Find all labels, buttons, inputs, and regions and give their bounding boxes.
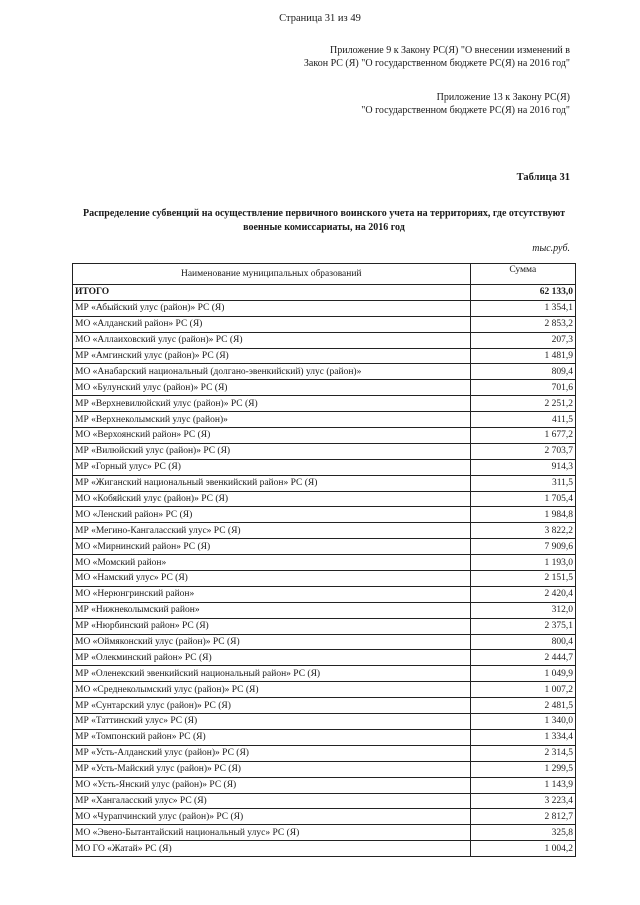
table-row xyxy=(73,523,576,539)
table-row xyxy=(73,682,576,698)
table-row xyxy=(73,380,576,396)
table-row xyxy=(73,586,576,602)
municipality-name: МР «Верхнеколымский улус (район)» xyxy=(73,412,471,428)
total-value: 62 133,0 xyxy=(470,285,575,301)
table-header-row xyxy=(73,264,576,285)
subsidy-amount: 2 375,1 xyxy=(470,618,575,634)
table-row xyxy=(73,841,576,857)
subsidy-amount: 2 703,7 xyxy=(470,443,575,459)
subsidy-amount: 914,3 xyxy=(470,459,575,475)
table-row xyxy=(73,412,576,428)
table-row xyxy=(73,666,576,682)
subsidy-amount: 1 143,9 xyxy=(470,777,575,793)
subsidy-amount: 2 812,7 xyxy=(470,809,575,825)
subsidy-amount: 2 151,5 xyxy=(470,571,575,587)
table-row xyxy=(73,825,576,841)
subsidy-amount: 1 354,1 xyxy=(470,300,575,316)
table-row xyxy=(73,539,576,555)
subsidy-amount: 311,5 xyxy=(470,475,575,491)
table-row xyxy=(73,475,576,491)
municipality-name: МР «Усть-Алданский улус (район)» РС (Я) xyxy=(73,745,471,761)
table-row xyxy=(73,300,576,316)
table-row xyxy=(73,698,576,714)
municipality-name: МО «Верхоянский район» РС (Я) xyxy=(73,428,471,444)
municipality-name: МР «Сунтарский улус (район)» РС (Я) xyxy=(73,698,471,714)
municipality-name: МР «Олекминский район» РС (Я) xyxy=(73,650,471,666)
table-row xyxy=(73,602,576,618)
appendix-9-line-2: Закон РС (Я) "О государственном бюджете РС(Я) на 2016 год" xyxy=(303,58,570,69)
municipality-name: МР «Таттинский улус» РС (Я) xyxy=(73,714,471,730)
table-row xyxy=(73,332,576,348)
municipality-name: МР «Нижнеколымский район» xyxy=(73,602,471,618)
municipality-name: МР «Абыйский улус (район)» РС (Я) xyxy=(73,300,471,316)
subsidy-amount: 1 677,2 xyxy=(470,428,575,444)
municipality-name: МР «Усть-Майский улус (район)» РС (Я) xyxy=(73,761,471,777)
table-row xyxy=(73,809,576,825)
table-row xyxy=(73,459,576,475)
table-row xyxy=(73,396,576,412)
appendix-13-reference xyxy=(361,91,570,117)
subsidy-amount: 800,4 xyxy=(470,634,575,650)
subsidy-amount: 2 481,5 xyxy=(470,698,575,714)
subsidy-amount: 1 004,2 xyxy=(470,841,575,857)
municipality-name: МР «Оленекский эвенкийский национальный район» РС (Я) xyxy=(73,666,471,682)
subsidy-amount: 1 007,2 xyxy=(470,682,575,698)
table-row xyxy=(73,491,576,507)
subsidy-amount: 1 049,9 xyxy=(470,666,575,682)
subsidy-amount: 2 444,7 xyxy=(470,650,575,666)
subsidy-amount: 2 251,2 xyxy=(470,396,575,412)
table-row xyxy=(73,555,576,571)
table-row xyxy=(73,364,576,380)
municipality-name: МР «Нюрбинский район» РС (Я) xyxy=(73,618,471,634)
column-header-name: Наименование муниципальных образований xyxy=(73,264,471,285)
page-number: Страница 31 из 49 xyxy=(279,13,361,24)
table-row xyxy=(73,348,576,364)
municipality-name: МО «Намский улус» РС (Я) xyxy=(73,571,471,587)
subsidy-amount: 701,6 xyxy=(470,380,575,396)
municipality-name: МР «Верхневилюйский улус (район)» РС (Я) xyxy=(73,396,471,412)
subsidy-amount: 1 984,8 xyxy=(470,507,575,523)
table-row xyxy=(73,428,576,444)
total-label: ИТОГО xyxy=(73,285,471,301)
table-row xyxy=(73,761,576,777)
municipality-name: МО «Анабарский национальный (долгано-эвенкийский) улус (район)» xyxy=(73,364,471,380)
table-row xyxy=(73,571,576,587)
units-label: тыс.руб. xyxy=(532,243,570,254)
subsidy-amount: 207,3 xyxy=(470,332,575,348)
municipality-name: МР «Мегино-Кангаласский улус» РС (Я) xyxy=(73,523,471,539)
document-title: Распределение субвенций на осуществление первичного воинского учета на территориях, где отсутствуют военные комиссариаты, на 2016 год xyxy=(82,208,566,233)
subsidy-amount: 312,0 xyxy=(470,602,575,618)
appendix-9-reference xyxy=(304,44,570,70)
table-row xyxy=(73,507,576,523)
municipality-name: МО «Булунский улус (район)» РС (Я) xyxy=(73,380,471,396)
table-row xyxy=(73,745,576,761)
subsidy-amount: 2 853,2 xyxy=(470,316,575,332)
table-number: Таблица 31 xyxy=(516,172,570,183)
municipality-name: МО «Момский район» xyxy=(73,555,471,571)
total-row xyxy=(73,285,576,301)
municipality-name: МО ГО «Жатай» РС (Я) xyxy=(73,841,471,857)
subsidy-amount: 809,4 xyxy=(470,364,575,380)
municipality-name: МО «Эвено-Бытантайский национальный улус» РС (Я) xyxy=(73,825,471,841)
subsidy-amount: 1 481,9 xyxy=(470,348,575,364)
column-header-sum: Сумма xyxy=(470,264,575,285)
municipality-name: МО «Оймяконский улус (район)» РС (Я) xyxy=(73,634,471,650)
subsidy-amount: 1 299,5 xyxy=(470,761,575,777)
table-row xyxy=(73,634,576,650)
subsidy-amount: 411,5 xyxy=(470,412,575,428)
municipality-name: МО «Кобяйский улус (район)» РС (Я) xyxy=(73,491,471,507)
municipality-name: МО «Чурапчинский улус (район)» РС (Я) xyxy=(73,809,471,825)
appendix-13-line-1: Приложение 13 к Закону РС(Я) xyxy=(436,92,570,103)
municipality-name: МО «Нерюнгринский район» xyxy=(73,586,471,602)
table-row xyxy=(73,714,576,730)
table-row xyxy=(73,316,576,332)
municipality-name: МО «Среднеколымский улус (район)» РС (Я) xyxy=(73,682,471,698)
municipality-name: МР «Горный улус» РС (Я) xyxy=(73,459,471,475)
subsidy-amount: 7 909,6 xyxy=(470,539,575,555)
subsidy-table xyxy=(72,263,576,857)
table-row xyxy=(73,729,576,745)
table-row xyxy=(73,443,576,459)
table-row xyxy=(73,650,576,666)
appendix-9-line-1: Приложение 9 к Закону РС(Я) "О внесении изменений в xyxy=(330,45,570,56)
municipality-name: МР «Жиганский национальный эвенкийский район» РС (Я) xyxy=(73,475,471,491)
municipality-name: МР «Томпонский район» РС (Я) xyxy=(73,729,471,745)
table-row xyxy=(73,777,576,793)
municipality-name: МР «Амгинский улус (район)» РС (Я) xyxy=(73,348,471,364)
subsidy-amount: 3 822,2 xyxy=(470,523,575,539)
subsidy-amount: 1 193,0 xyxy=(470,555,575,571)
subsidy-amount: 325,8 xyxy=(470,825,575,841)
municipality-name: МО «Мирнинский район» РС (Я) xyxy=(73,539,471,555)
subsidy-amount: 1 334,4 xyxy=(470,729,575,745)
table-row xyxy=(73,618,576,634)
municipality-name: МР «Вилюйский улус (район)» РС (Я) xyxy=(73,443,471,459)
subsidy-amount: 1 340,0 xyxy=(470,714,575,730)
municipality-name: МО «Алданский район» РС (Я) xyxy=(73,316,471,332)
subsidy-amount: 2 420,4 xyxy=(470,586,575,602)
municipality-name: МР «Хангаласский улус» РС (Я) xyxy=(73,793,471,809)
municipality-name: МО «Усть-Янский улус (район)» РС (Я) xyxy=(73,777,471,793)
appendix-13-line-2: "О государственном бюджете РС(Я) на 2016 год" xyxy=(361,105,570,116)
municipality-name: МО «Ленский район» РС (Я) xyxy=(73,507,471,523)
subsidy-amount: 2 314,5 xyxy=(470,745,575,761)
table-row xyxy=(73,793,576,809)
municipality-name: МО «Аллаиховский улус (район)» РС (Я) xyxy=(73,332,471,348)
subsidy-amount: 3 223,4 xyxy=(470,793,575,809)
subsidy-amount: 1 705,4 xyxy=(470,491,575,507)
